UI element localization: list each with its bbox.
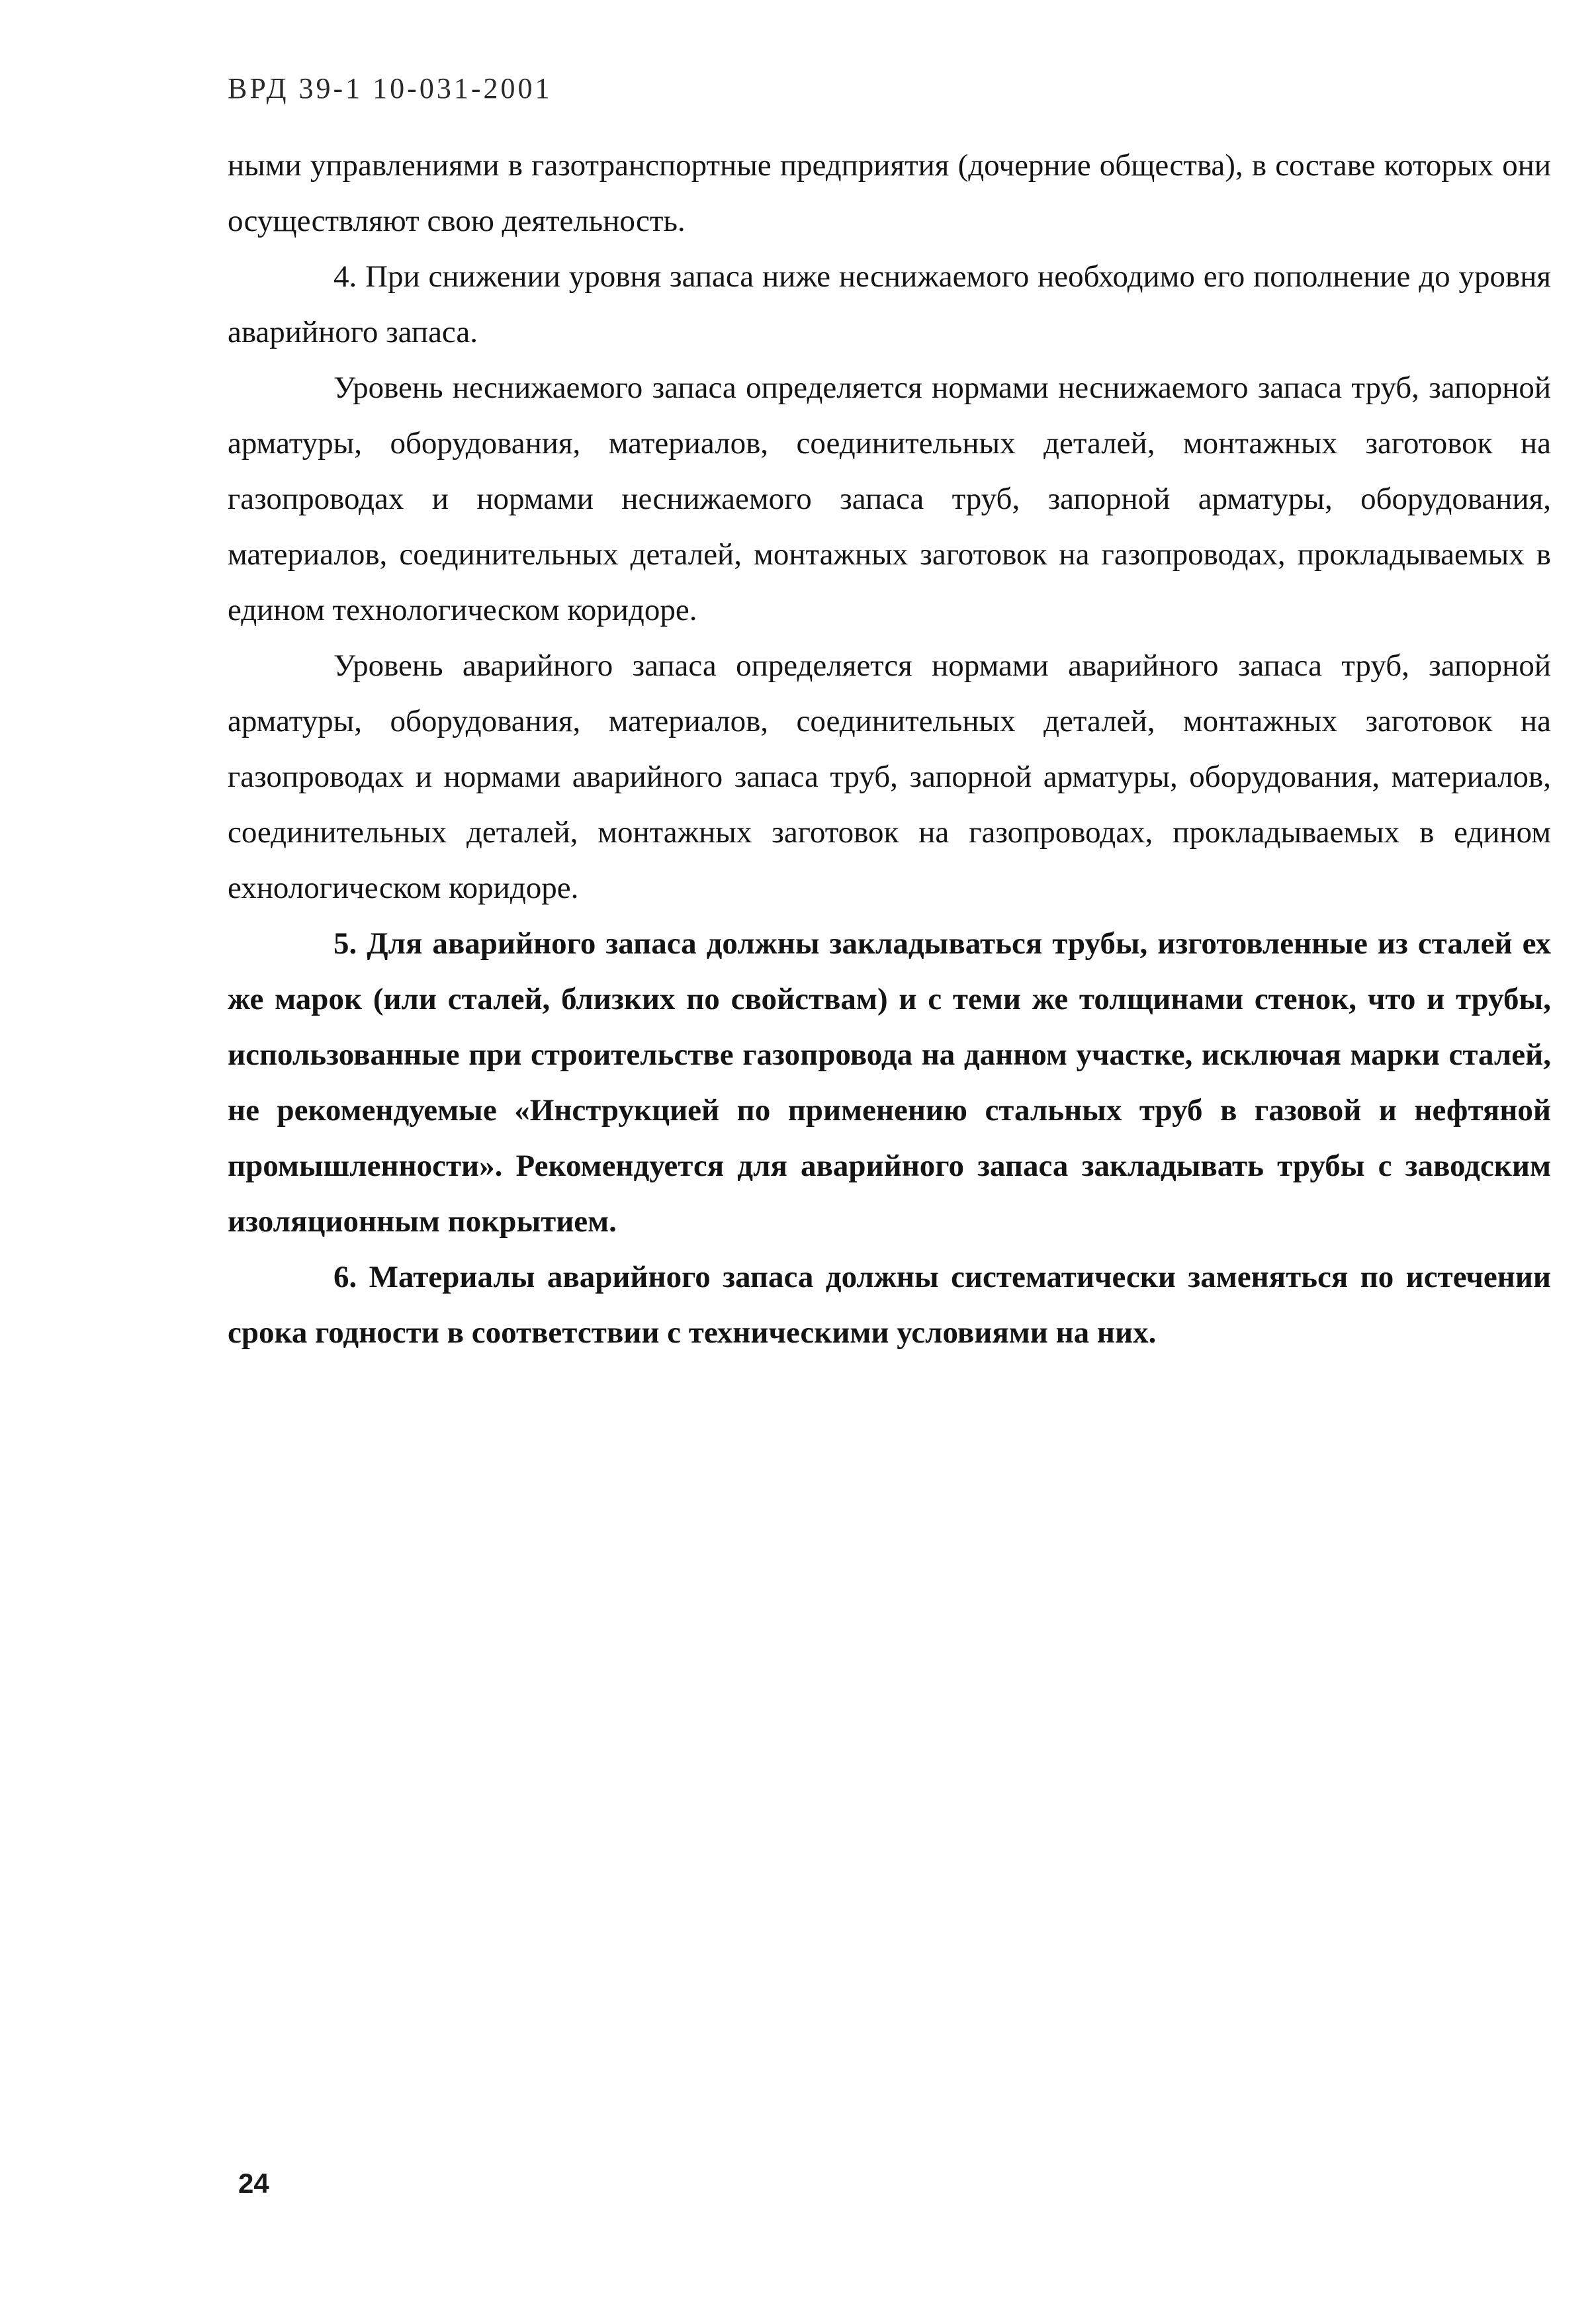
document-code-header: ВРД 39-1 10-031-2001	[228, 72, 553, 105]
paragraph-item-5: 5. Для аварийного запаса должны закладываться трубы, изготовленные из сталей ех же марок (или сталей, близких по свойствам) и с теми же толщинами стенок, что и трубы, использованные при строительстве газопровода на данном участке, исключая марки сталей, не рекомендуемые «Инструкцией по применению стальных труб в газовой и нефтяной промышленности». Рекомендуется для аварийного запаса закладывать трубы с заводским изоляционным покрытием.	[228, 926, 1551, 1239]
paragraph-continuation: ными управлениями в газотранспортные предприятия (дочерние общества), в составе которых они осуществляют свою деятельность.	[228, 148, 1551, 238]
document-body	[228, 138, 1551, 1360]
paragraph-minimum-reserve-level: Уровень неснижаемого запаса определяется нормами неснижаемого запаса труб, запорной арматуры, оборудования, материалов, соединительных деталей, монтажных заготовок на газопроводах и нормами неснижаемого запаса труб, запорной арматуры, оборудования, материалов, соединительных деталей, монтажных заготовок на газопроводах, прокладываемых в едином технологическом коридоре.	[228, 371, 1551, 627]
paragraph-item-6: 6. Материалы аварийного запаса должны систематически заменяться по истечении срока годности в соответствии с техническими условиями на них.	[228, 1260, 1551, 1350]
paragraph-emergency-reserve-level: Уровень аварийного запаса определяется нормами аварийного запаса труб, запорной арматуры, оборудования, материалов, соединительных деталей, монтажных заготовок на газопроводах и нормами аварийного запаса труб, запорной арматуры, оборудования, материалов, соединительных деталей, монтажных заготовок на газопроводах, прокладываемых в едином ехнологическом коридоре.	[228, 648, 1551, 905]
paragraph-item-4: 4. При снижении уровня запаса ниже неснижаемого необходимо его пополнение до уровня аварийного запаса.	[228, 259, 1551, 349]
page-number: 24	[238, 2168, 269, 2199]
